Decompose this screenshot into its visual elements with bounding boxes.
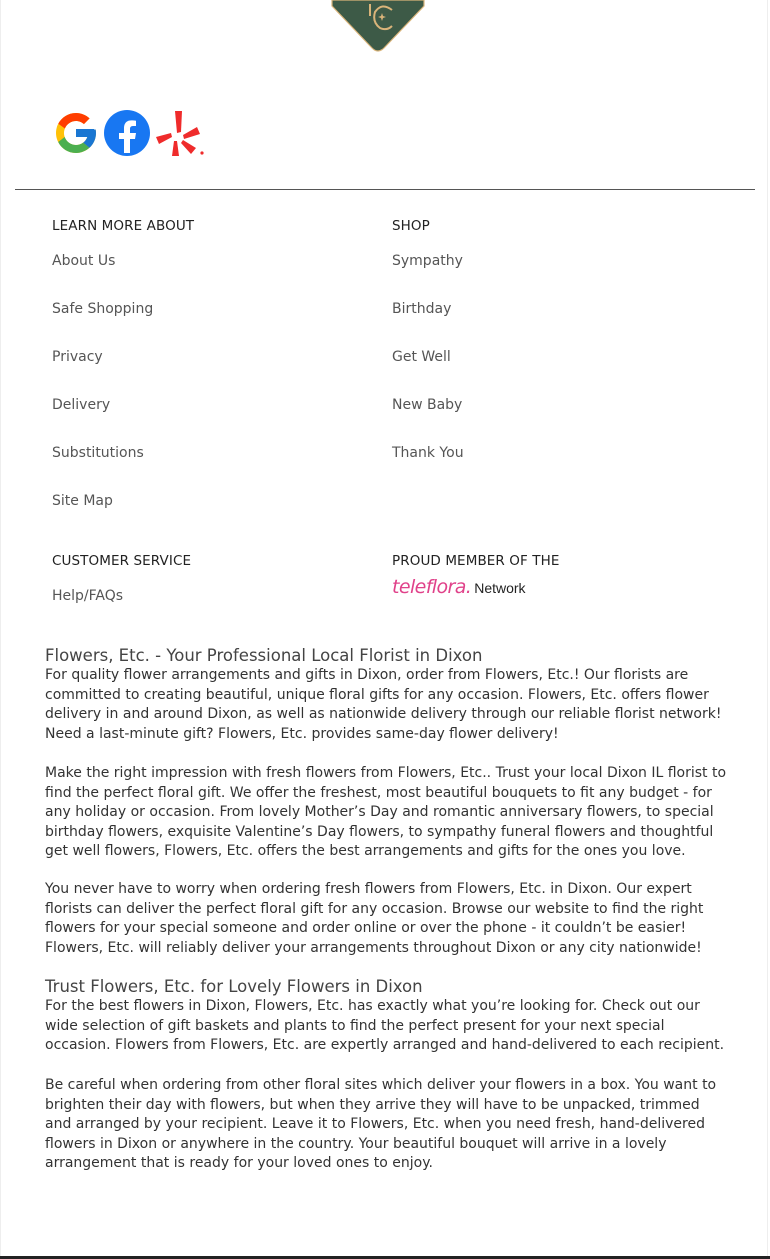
seo-paragraph-4: For the best flowers in Dixon, Flowers, Etc. has exactly what you’re looking for. Check out our wide selection of gift baskets and plants to find the perfect present for your next special occasion. Flowers from Flowers, Etc. are expertly arranged and hand-delivered to each recipient. xyxy=(45,998,725,1054)
get-well-link[interactable]: Get Well xyxy=(392,349,451,365)
seo-paragraph-3-block xyxy=(45,880,727,958)
seo-section-2 xyxy=(45,977,727,1056)
seo-paragraph-2: Make the right impression with fresh flowers from Flowers, Etc.. Trust your local Dixon IL florist to find the perfect floral gift. We offer the freshest, most beautiful bouquets to fit any budget - for any holiday or occasion. From lovely Mother’s Day and romantic anniversary flowers, to special birthday flowers, exquisite Valentine’s Day flowers, to sympathy funeral flowers and thoughtful get well flowers, Flowers, Etc. offers the best arrangements and gifts for the ones you love. xyxy=(45,765,727,860)
about-us-link[interactable]: About Us xyxy=(52,253,116,269)
site-map-link[interactable]: Site Map xyxy=(52,493,113,509)
learn-more-heading: LEARN MORE ABOUT xyxy=(52,218,195,234)
proud-member-heading: PROUD MEMBER OF THE xyxy=(392,553,560,569)
safe-shopping-link[interactable]: Safe Shopping xyxy=(52,301,154,317)
facebook-icon xyxy=(103,108,151,158)
google-icon xyxy=(52,108,100,158)
seo-section-1 xyxy=(45,646,727,744)
thank-you-link[interactable]: Thank You xyxy=(392,445,464,461)
florist-logo-badge-icon[interactable] xyxy=(330,0,426,52)
teleflora-network-logo[interactable] xyxy=(392,576,552,600)
footer-divider xyxy=(15,189,755,190)
customer-service-heading: CUSTOMER SERVICE xyxy=(52,553,192,569)
facebook-link[interactable] xyxy=(103,108,151,162)
birthday-link[interactable]: Birthday xyxy=(392,301,452,317)
privacy-link[interactable]: Privacy xyxy=(52,349,103,365)
seo-paragraph-3: You never have to worry when ordering fresh flowers from Flowers, Etc. in Dixon. Our expert florists can deliver the perfect floral gift for any occasion. Browse our website to find the right flowers for your special someone and order online or over the phone - it couldn’t be easier! Flowers, Etc. will reliably deliver your arrangements throughout Dixon or any city nationwide! xyxy=(45,881,704,956)
sympathy-link[interactable]: Sympathy xyxy=(392,253,463,269)
teleflora-network-label: Network xyxy=(474,580,526,596)
teleflora-brand: teleflora. xyxy=(392,576,472,598)
substitutions-link[interactable]: Substitutions xyxy=(52,445,144,461)
delivery-link[interactable]: Delivery xyxy=(52,397,111,413)
google-link[interactable] xyxy=(52,108,100,162)
seo-paragraph-1: For quality flower arrangements and gifts in Dixon, order from Flowers, Etc.! Our florists are committed to creating beautiful, unique floral gifts for any occasion. Flowers, Etc. offers flower delivery in and around Dixon, as well as nationwide delivery through our reliable florist network! Need a last-minute gift? Flowers, Etc. provides same-day flower delivery! xyxy=(45,667,722,742)
seo-title-2: Trust Flowers, Etc. for Lovely Flowers in Dixon xyxy=(45,977,423,996)
yelp-icon xyxy=(153,108,205,158)
seo-paragraph-2-block xyxy=(45,764,727,862)
seo-paragraph-5: Be careful when ordering from other floral sites which deliver your flowers in a box. You want to brighten their day with flowers, but when they arrive they will have to be unpacked, trimmed and arranged by your recipient. Leave it to Flowers, Etc. when you need fresh, hand-delivered flowers in Dixon or anywhere in the country. Your beautiful bouquet will arrive in a lovely arrangement that is ready for your loved ones to enjoy. xyxy=(45,1077,717,1172)
help-faqs-link[interactable]: Help/FAQs xyxy=(52,588,124,604)
new-baby-link[interactable]: New Baby xyxy=(392,397,463,413)
yelp-link[interactable] xyxy=(153,108,205,162)
seo-title-1: Flowers, Etc. - Your Professional Local Florist in Dixon xyxy=(45,646,483,665)
shop-heading: SHOP xyxy=(392,218,430,234)
seo-paragraph-5-block xyxy=(45,1076,727,1174)
